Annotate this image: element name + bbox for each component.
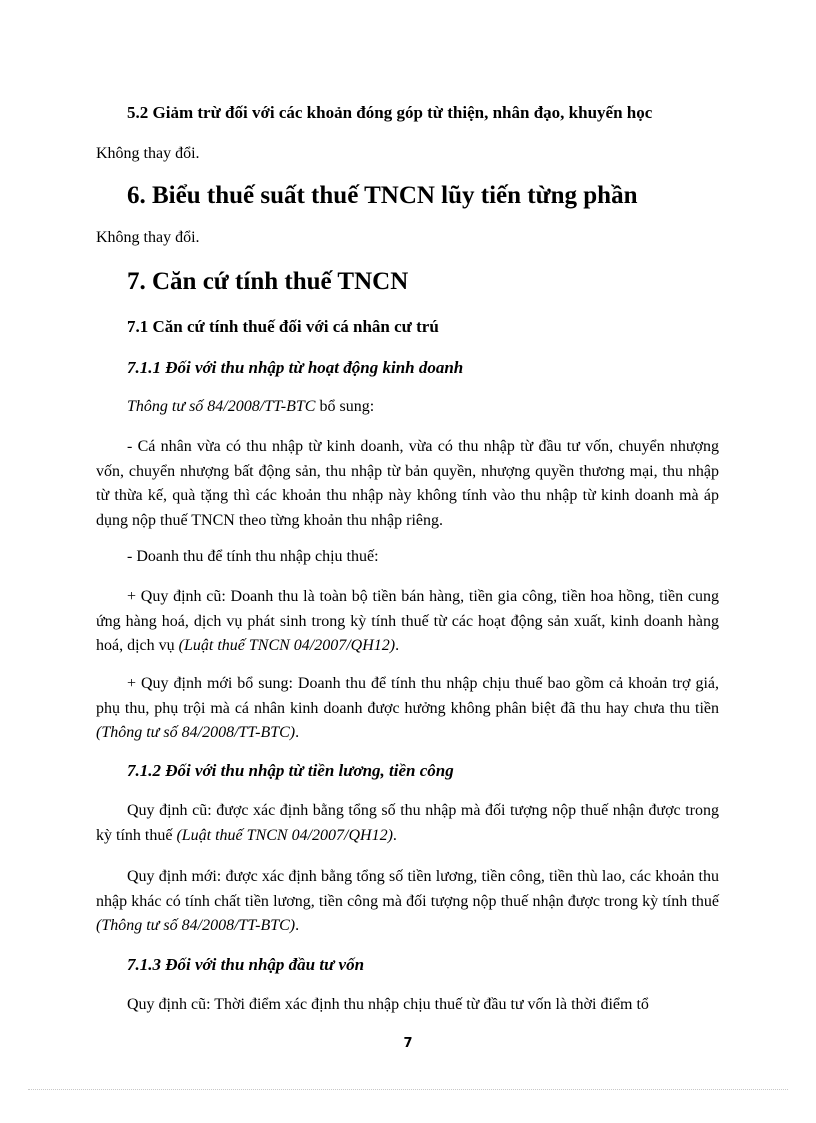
- section-7-1-heading: 7.1 Căn cứ tính thuế đối với cá nhân cư trú: [127, 317, 439, 336]
- paragraph-1-reference: (Luật thuế TNCN 04/2007/QH12): [176, 826, 393, 844]
- paragraph-3-text: + Quy định cũ: Doanh thu là toàn bộ tiền bán hàng, tiền gia công, tiền hoa hồng, tiền cung ứng hàng hoá, dịch vụ phát sinh trong kỳ tính thuế từ các hoạt động sản xuất, kinh doanh hàng hoá, dịch vụ: [96, 588, 719, 654]
- page-number: 7: [403, 1036, 413, 1051]
- section-5-2-text: Không thay đổi.: [96, 145, 200, 162]
- section-7-1-1-paragraph-2: - Doanh thu để tính thu nhập chịu thuế:: [127, 548, 379, 565]
- section-5-2-heading: 5.2 Giảm trừ đối với các khoản đóng góp từ thiện, nhân đạo, khuyến học: [127, 103, 653, 122]
- section-7-1-3-paragraph-1: Quy định cũ: Thời điểm xác định thu nhập chịu thuế từ đầu tư vốn là thời điểm tổ: [127, 996, 649, 1013]
- intro-reference: Thông tư số 84/2008/TT-BTC: [127, 398, 316, 415]
- section-7-1-1-paragraph-1: - Cá nhân vừa có thu nhập từ kinh doanh, vừa có thu nhập từ đầu tư vốn, chuyển nhượng vốn, chuyển nhượng bất động sản, thu nhập từ bản quyền, nhượng quyền thương mại, thu nhập từ thừa kế, quà tặng thì các khoản thu nhập này không tính vào thu nhập từ kinh doanh mà áp dụng nộp thuế TNCN theo từng khoản thu nhập riêng.: [96, 438, 719, 529]
- section-6-heading: 6. Biểu thuế suất thuế TNCN lũy tiến từng phần: [127, 182, 638, 209]
- paragraph-3-reference: (Luật thuế TNCN 04/2007/QH12): [178, 637, 396, 654]
- paragraph-4-reference: (Thông tư số 84/2008/TT-BTC): [96, 724, 296, 741]
- section-7-1-2-paragraph-2: [96, 865, 719, 939]
- section-7-1-1-intro: [127, 398, 374, 416]
- paragraph-3-end: .: [395, 637, 400, 654]
- paragraph-1-text: Quy định cũ: được xác định bằng tổng số thu nhập mà đối tượng nộp thuế nhận được trong kỳ tính thuế: [96, 802, 719, 844]
- paragraph-2-end: .: [295, 917, 300, 934]
- section-6-text: Không thay đổi.: [96, 229, 200, 246]
- intro-rest: bổ sung:: [315, 398, 375, 415]
- section-7-1-2-paragraph-1: [96, 799, 719, 848]
- section-7-1-1-paragraph-4: [96, 672, 719, 746]
- section-7-1-1-heading: 7.1.1 Đối với thu nhập từ hoạt động kinh doanh: [127, 358, 464, 377]
- section-7-1-1-paragraph-3: [96, 585, 719, 659]
- paragraph-4-end: .: [295, 724, 300, 741]
- paragraph-2-text: Quy định mới: được xác định bằng tổng số tiền lương, tiền công, tiền thù lao, các khoản thu nhập khác có tính chất tiền lương, tiền công mà đối tượng nộp thuế nhận được trong kỳ tính thuế: [96, 868, 719, 910]
- paragraph-1-end: .: [392, 826, 397, 844]
- paragraph-2-reference: (Thông tư số 84/2008/TT-BTC): [96, 917, 296, 934]
- footer-divider: [28, 1089, 788, 1090]
- paragraph-4-text: + Quy định mới bổ sung: Doanh thu để tính thu nhập chịu thuế bao gồm cả khoản trợ giá, phụ thu, phụ trội mà cá nhân kinh doanh được hưởng không phân biệt đã thu hay chưa thu tiền: [96, 675, 719, 717]
- section-7-1-3-heading: 7.1.3 Đối với thu nhập đầu tư vốn: [127, 955, 365, 974]
- section-7-1-2-heading: 7.1.2 Đối với thu nhập từ tiền lương, tiền công: [127, 761, 454, 780]
- section-7-heading: 7. Căn cứ tính thuế TNCN: [127, 268, 409, 295]
